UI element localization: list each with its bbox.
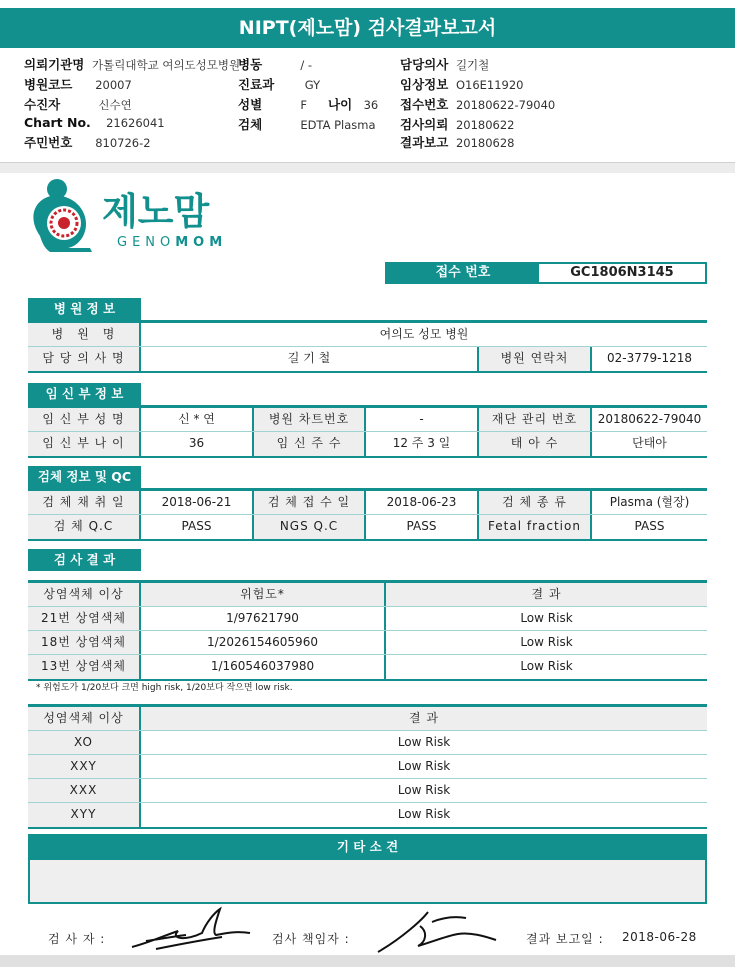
receipt-value: GC1806N3145 (570, 265, 674, 280)
value-fetus-count: 단태아 (632, 436, 667, 450)
label-fetal-fraction: Fetal fraction (479, 515, 592, 539)
field-specimen: 검체 EDTA Plasma (238, 117, 376, 132)
label-receive-date: 검 체 접 수 일 (254, 491, 366, 514)
sex-chromosome-result: Low Risk (397, 807, 451, 821)
label-specimen-type: 검 체 종 류 (479, 491, 592, 514)
label-ngs-qc: NGS Q.C (254, 515, 366, 539)
report-date-label: 결과 보고일 : (526, 932, 604, 946)
table-header-row (28, 707, 707, 731)
field-chart-no: Chart No. 21626041 (24, 115, 165, 130)
label-pregnant-age: 임 신 부 나 이 (28, 432, 141, 456)
tester-signature (126, 905, 256, 955)
section-hospital-info: 병 원 정 보 (28, 298, 141, 320)
autosome-risk: 1/160546037980 (141, 655, 386, 679)
table-row (28, 803, 707, 827)
section-specimen-qc: 검체 정보 및 QC (28, 466, 141, 488)
header-sex-result: 결 과 (141, 707, 707, 730)
value-collect-date: 2018-06-21 (141, 491, 254, 514)
genomom-logo (28, 176, 258, 256)
autosome-result: Low Risk (520, 635, 573, 649)
table-row (28, 515, 707, 539)
field-ward: 병동 / - (238, 57, 312, 72)
field-sex: 성별 F (238, 97, 307, 112)
value-gestation-weeks: 12 주 3 일 (366, 432, 479, 456)
autosome-result: Low Risk (520, 659, 573, 673)
value-hospital-contact: 02-3779-1218 (606, 351, 692, 365)
field-requesting-institution: 의뢰기관명 가톨릭대학교 여의도성모병원 (24, 57, 241, 72)
autosome-risk: 1/2026154605960 (141, 631, 386, 654)
autosome-risk: 1/97621790 (141, 607, 386, 630)
autosome-name: 21번 상염색체 (28, 607, 141, 630)
label-collect-date: 검 체 채 취 일 (28, 491, 141, 514)
section-test-results: 검 사 결 과 (28, 549, 141, 571)
field-physician: 담당의사 길기철 (400, 57, 490, 72)
sex-chromosome-result: Low Risk (397, 735, 451, 749)
svg-text:GENOMOM: GENOMOM (117, 235, 228, 250)
value-chart-number: - (366, 408, 479, 431)
value-physician: 길 기 철 (141, 347, 479, 371)
field-patient: 수진자 신수연 (24, 97, 132, 112)
header-divider (0, 163, 735, 173)
label-gestation-weeks: 임 신 주 수 (254, 432, 366, 456)
autosome-name: 13번 상염색체 (28, 655, 141, 679)
hospital-info-table (28, 320, 707, 373)
table-row (28, 323, 707, 347)
tester-label: 검 사 자 : (48, 932, 106, 946)
sex-chromosome-name: XO (28, 731, 141, 754)
table-row (28, 779, 707, 803)
autosome-results-table (28, 580, 707, 681)
value-pregnant-age: 36 (141, 432, 254, 456)
label-fetus-count: 태 아 수 (479, 432, 592, 456)
field-department: 진료과 GY (238, 77, 321, 92)
sex-chromosome-result: Low Risk (397, 759, 451, 773)
value-mgmt-number: 20180622-79040 (597, 412, 702, 426)
table-row (28, 347, 707, 371)
section-other-remarks: 기 타 소 견 (28, 834, 707, 860)
header-risk: 위험도* (141, 583, 386, 606)
risk-footnote: * 위험도가 1/20보다 크면 high risk, 1/20보다 작으면 low risk. (36, 683, 293, 693)
label-specimen-qc: 검 체 Q.C (28, 515, 141, 539)
header-sex-chromosome: 성염색체 이상 (28, 707, 141, 730)
patient-header (0, 48, 735, 163)
autosome-result: Low Risk (520, 611, 573, 625)
section-pregnant-info: 임 신 부 정 보 (28, 383, 141, 405)
value-specimen-type: Plasma (혈장) (609, 495, 690, 509)
table-row (28, 491, 707, 515)
report-title: NIPT(제노맘) 검사결과보고서 (0, 8, 735, 48)
label-mgmt-number: 재단 관리 번호 (479, 408, 592, 431)
table-row (28, 731, 707, 755)
label-hospital-name: 병 원 명 (28, 323, 141, 346)
field-hospital-code: 병원코드 20007 (24, 77, 132, 92)
value-specimen-qc: PASS (141, 515, 254, 539)
value-pregnant-name: 신 * 연 (141, 408, 254, 431)
table-row (28, 655, 707, 679)
value-ngs-qc: PASS (366, 515, 479, 539)
field-receipt-no: 접수번호 20180622-79040 (400, 97, 556, 112)
label-hospital-contact: 병원 연락처 (479, 347, 592, 371)
other-remarks-box (28, 860, 707, 904)
table-row (28, 607, 707, 631)
receipt-number-box (385, 262, 707, 284)
value-hospital-name: 여의도 성모 병원 (379, 327, 469, 341)
label-physician: 담 당 의 사 명 (28, 347, 141, 371)
autosome-name: 18번 상염색체 (28, 631, 141, 654)
header-autosome: 상염색체 이상 (28, 583, 141, 606)
field-request-date: 검사의뢰 20180622 (400, 117, 515, 132)
label-chart-number: 병원 차트번호 (254, 408, 366, 431)
field-age: 나이 36 (328, 97, 379, 112)
table-row (28, 755, 707, 779)
sex-chromosome-name: XXX (28, 779, 141, 802)
receipt-label: 접수 번호 (387, 264, 539, 282)
header-result: 결 과 (386, 583, 707, 606)
sex-chromosome-table (28, 704, 707, 829)
svg-text:제노맘: 제노맘 (102, 190, 210, 233)
field-resident-no: 주민번호 810726-2 (24, 135, 151, 150)
field-report-date: 결과보고 20180628 (400, 135, 515, 150)
manager-label: 검사 책임자 : (272, 932, 350, 946)
manager-signature (372, 908, 502, 956)
sex-chromosome-name: XXY (28, 755, 141, 778)
pregnant-info-table (28, 405, 707, 458)
specimen-qc-table (28, 488, 707, 541)
value-fetal-fraction: PASS (634, 519, 665, 533)
table-row (28, 408, 707, 432)
table-row (28, 631, 707, 655)
sex-chromosome-result: Low Risk (397, 783, 451, 797)
sex-chromosome-name: XYY (28, 803, 141, 827)
label-pregnant-name: 임 신 부 성 명 (28, 408, 141, 431)
report-date-value: 2018-06-28 (622, 930, 697, 944)
bottom-divider (0, 955, 735, 967)
table-row (28, 432, 707, 456)
table-header-row (28, 583, 707, 607)
value-receive-date: 2018-06-23 (366, 491, 479, 514)
field-clinical-info: 임상정보 O16E11920 (400, 77, 524, 92)
